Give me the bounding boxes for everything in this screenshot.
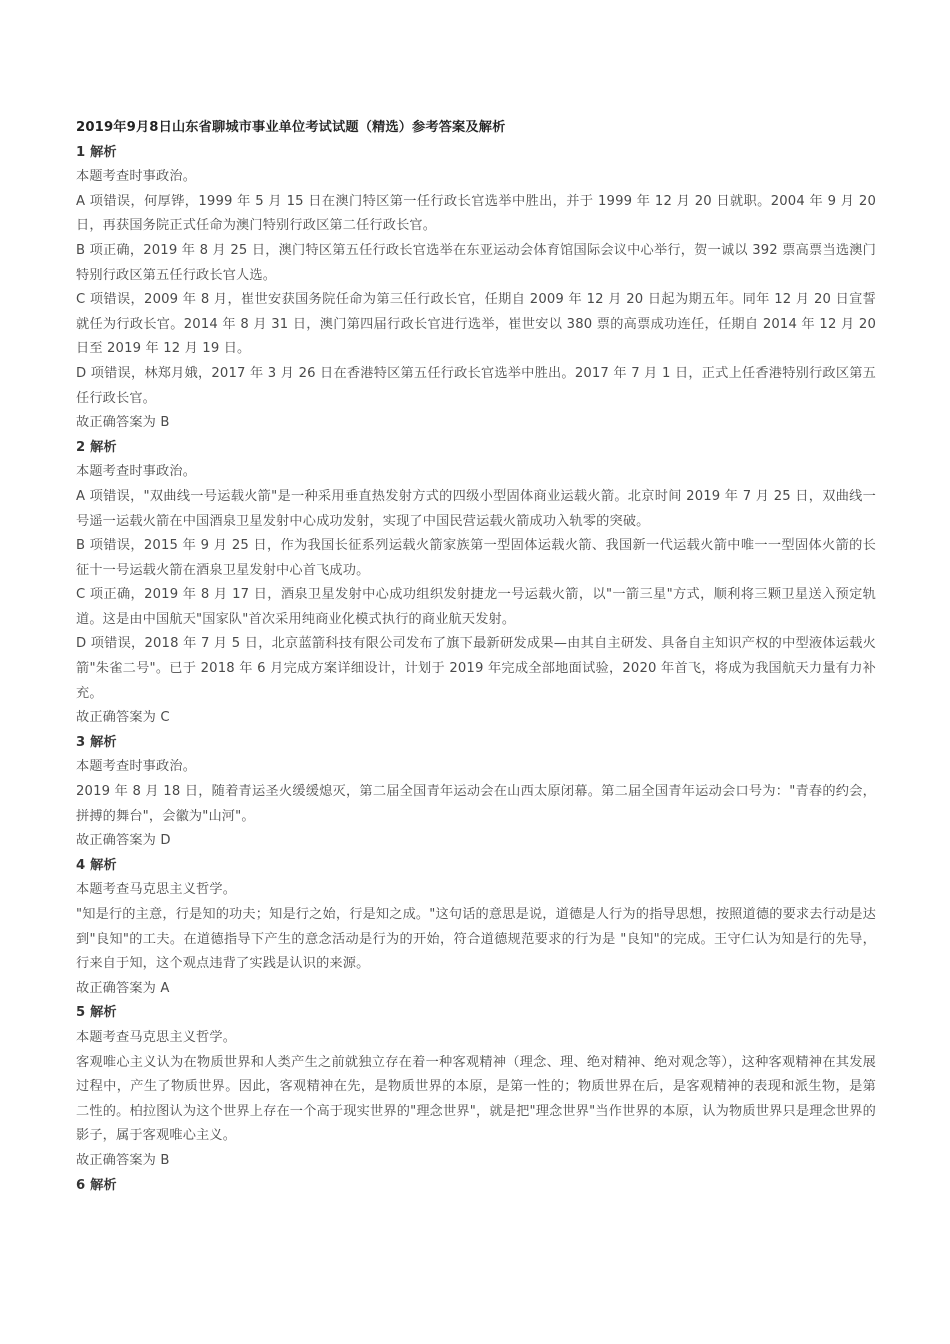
- section-6: [76, 1174, 876, 1199]
- section-intro: 本题考查时事政治。: [76, 464, 197, 480]
- section-2: [76, 436, 876, 731]
- option-b-explanation: B 项正确，2019 年 8 月 25 日，澳门特区第五任行政长官选举在东亚运动会体育馆国际会议中心举行，贺一诚以 392 票高票当选澳门特别行政区第五任行政长官人选。: [76, 242, 876, 283]
- section-heading: 1 解析: [76, 144, 117, 160]
- section-intro: 本题考查时事政治。: [76, 169, 197, 185]
- section-1: [76, 141, 876, 436]
- option-d-explanation: D 项错误，林郑月娥，2017 年 3 月 26 日在香港特区第五任行政长官选举中胜出。2017 年 7 月 1 日，正式上任香港特别行政区第五任行政长官。: [76, 365, 876, 406]
- section-heading: 6 解析: [76, 1177, 117, 1193]
- correct-answer: 故正确答案为 A: [76, 980, 170, 996]
- section-intro: 本题考查马克思主义哲学。: [76, 1029, 237, 1045]
- section-5: [76, 1001, 876, 1173]
- correct-answer: 故正确答案为 C: [76, 710, 170, 726]
- explanation-paragraph: 2019 年 8 月 18 日，随着青运圣火缓缓熄灭，第二届全国青年运动会在山西太原闭幕。第二届全国青年运动会口号为："青春的约会，拼搏的舞台"，会徽为"山河"。: [76, 784, 876, 824]
- option-c-explanation: C 项正确，2019 年 8 月 17 日，酒泉卫星发射中心成功组织发射捷龙一号运载火箭，以"一箭三星"方式，顺利将三颗卫星送入预定轨道。这是由中国航天"国家队"首次采用纯商业化模式执行的商业航天发射。: [76, 587, 876, 627]
- correct-answer: 故正确答案为 B: [76, 1152, 170, 1168]
- correct-answer: 故正确答案为 B: [76, 415, 170, 431]
- correct-answer: 故正确答案为 D: [76, 833, 171, 849]
- document-title: 2019年9月8日山东省聊城市事业单位考试试题（精选）参考答案及解析: [76, 120, 506, 135]
- section-heading: 3 解析: [76, 734, 117, 750]
- section-3: [76, 731, 876, 854]
- explanation-paragraph: "知是行的主意，行是知的功夫；知是行之始，行是知之成。"这句话的意思是说，道德是人行为的指导思想，按照道德的要求去行动是达到"良知"的工夫。在道德指导下产生的意念活动是行为的开始，符合道德规范要求的行为是 "良知"的完成。王守仁认为知是行的先导，行来自于知，这个观点违背了实践是认识的来源。: [76, 907, 876, 972]
- section-heading: 4 解析: [76, 857, 117, 873]
- option-c-explanation: C 项错误，2009 年 8 月，崔世安获国务院任命为第三任行政长官，任期自 2009 年 12 月 20 日起为期五年。同年 12 月 20 日宣誓就任为行政长官。2014 年 8 月 31 日，澳门第四届行政长官进行选举，崔世安以 380 票的高票成功连任，任期自 2014 年 12 月 20 日至 2019 年 12 月 19 日。: [76, 292, 876, 357]
- section-4: [76, 854, 876, 1002]
- section-heading: 2 解析: [76, 439, 117, 455]
- option-d-explanation: D 项错误，2018 年 7 月 5 日，北京蓝箭科技有限公司发布了旗下最新研发成果—由其自主研发、具备自主知识产权的中型液体运载火箭"朱雀二号"。已于 2018 年 6 月完成方案详细设计，计划于 2019 年完成全部地面试验，2020 年首飞，将成为我国航天力量有力补充。: [76, 636, 876, 701]
- section-intro: 本题考查马克思主义哲学。: [76, 882, 237, 898]
- option-b-explanation: B 项错误，2015 年 9 月 25 日，作为我国长征系列运载火箭家族第一型固体运载火箭、我国新一代运载火箭中唯一一型固体火箭的长征十一号运载火箭在酒泉卫星发射中心首飞成功。: [76, 538, 876, 578]
- document-page: [76, 116, 876, 1198]
- option-a-explanation: A 项错误，何厚铧，1999 年 5 月 15 日在澳门特区第一任行政长官选举中胜出，并于 1999 年 12 月 20 日就职。2004 年 9 月 20 日，再获国务院正式任命为澳门特别行政区第二任行政长官。: [76, 193, 876, 234]
- section-heading: 5 解析: [76, 1005, 117, 1021]
- section-intro: 本题考查时事政治。: [76, 759, 197, 775]
- explanation-paragraph: 客观唯心主义认为在物质世界和人类产生之前就独立存在着一种客观精神（理念、理、绝对精神、绝对观念等），这种客观精神在其发展过程中，产生了物质世界。因此，客观精神在先，是物质世界的本原，是第一性的；物质世界在后，是客观精神的表现和派生物，是第二性的。柏拉图认为这个世界上存在一个高于现实世界的"理念世界"，就是把"理念世界"当作世界的本原，认为物质世界只是理念世界的影子，属于客观唯心主义。: [76, 1054, 876, 1144]
- option-a-explanation: A 项错误，"双曲线一号运载火箭"是一种采用垂直热发射方式的四级小型固体商业运载火箭。北京时间 2019 年 7 月 25 日，双曲线一号遥一运载火箭在中国酒泉卫星发射中心成功发射，实现了中国民营运载火箭成功入轨零的突破。: [76, 488, 876, 529]
